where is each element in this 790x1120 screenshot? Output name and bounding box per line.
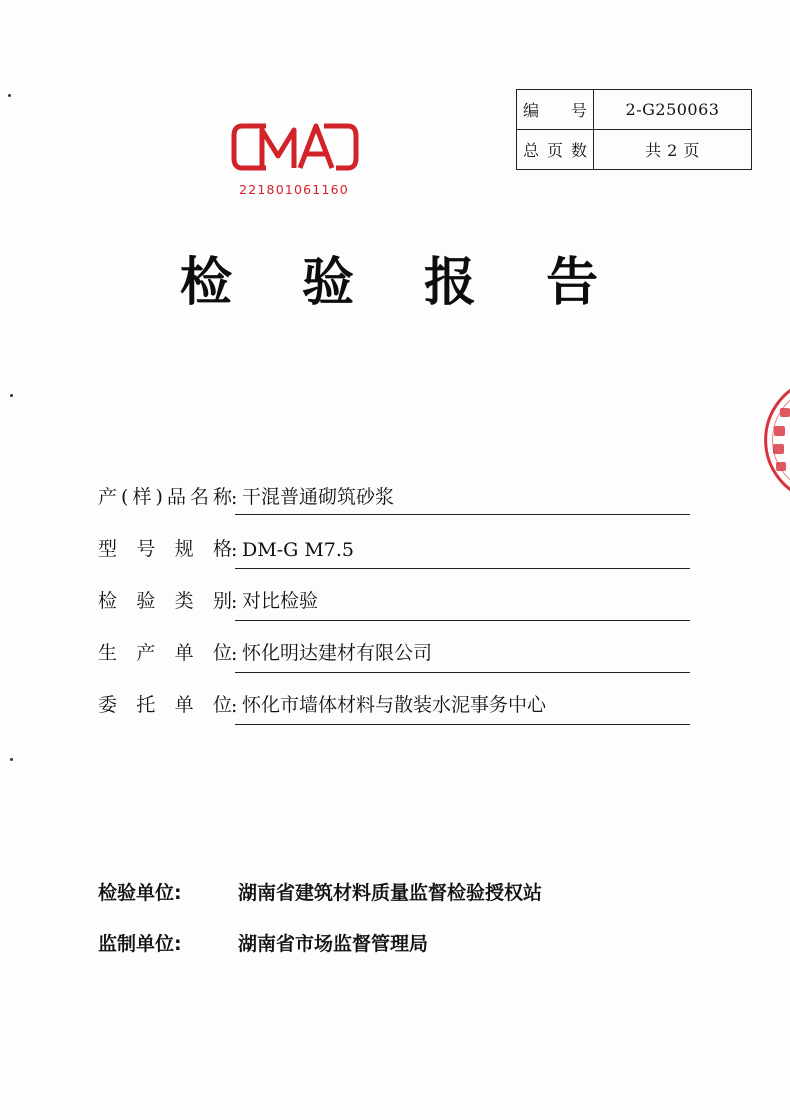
field-inspection-type: [98, 569, 690, 621]
report-number-label: 编 号: [517, 90, 594, 130]
field-value: 干混普通砌筑砂浆: [242, 486, 395, 508]
scan-speck: [10, 758, 13, 761]
field-label: 委托单位: [98, 694, 232, 716]
field-value: 怀化明达建材有限公司: [242, 642, 433, 664]
field-model-spec: [98, 517, 690, 569]
partial-red-seal: [752, 378, 790, 502]
field-value: 怀化市墙体材料与散装水泥事务中心: [242, 694, 547, 716]
field-colon: :: [231, 591, 238, 613]
field-client: [98, 673, 690, 725]
report-number-value: 2-G250063: [594, 90, 752, 130]
field-label: 检验类别: [98, 590, 232, 612]
field-label: 生产单位: [98, 642, 232, 664]
field-underline: [235, 514, 690, 515]
total-pages-value: 共 2 页: [594, 130, 752, 170]
field-label: 产(样)品名称: [98, 486, 232, 508]
field-manufacturer: [98, 621, 690, 673]
cma-code: 221801061160: [239, 182, 349, 197]
supervising-unit-value: 湖南省市场监督管理局: [238, 933, 429, 955]
inspection-unit-label: 检验单位:: [98, 882, 182, 904]
field-underline: [235, 724, 690, 725]
field-value: 对比检验: [242, 590, 319, 612]
field-colon: :: [231, 695, 238, 717]
inspection-unit-row: [98, 878, 542, 905]
inspection-unit-value: 湖南省建筑材料质量监督检验授权站: [238, 882, 543, 904]
field-label: 型号规格: [98, 538, 232, 560]
field-product-name: [98, 465, 690, 517]
total-pages-label: 总页数: [517, 130, 594, 170]
field-value: DM-G M7.5: [242, 539, 354, 561]
supervising-unit-row: [98, 929, 428, 956]
report-info-table: [516, 89, 752, 170]
field-colon: :: [231, 539, 238, 561]
scan-speck: [10, 394, 13, 397]
field-colon: :: [231, 643, 238, 665]
scan-speck: [8, 94, 11, 97]
supervising-unit-label: 监制单位:: [98, 933, 182, 955]
cma-logo: [224, 112, 364, 204]
field-colon: :: [231, 487, 238, 509]
page-title: 检 验 报 告: [179, 253, 625, 313]
